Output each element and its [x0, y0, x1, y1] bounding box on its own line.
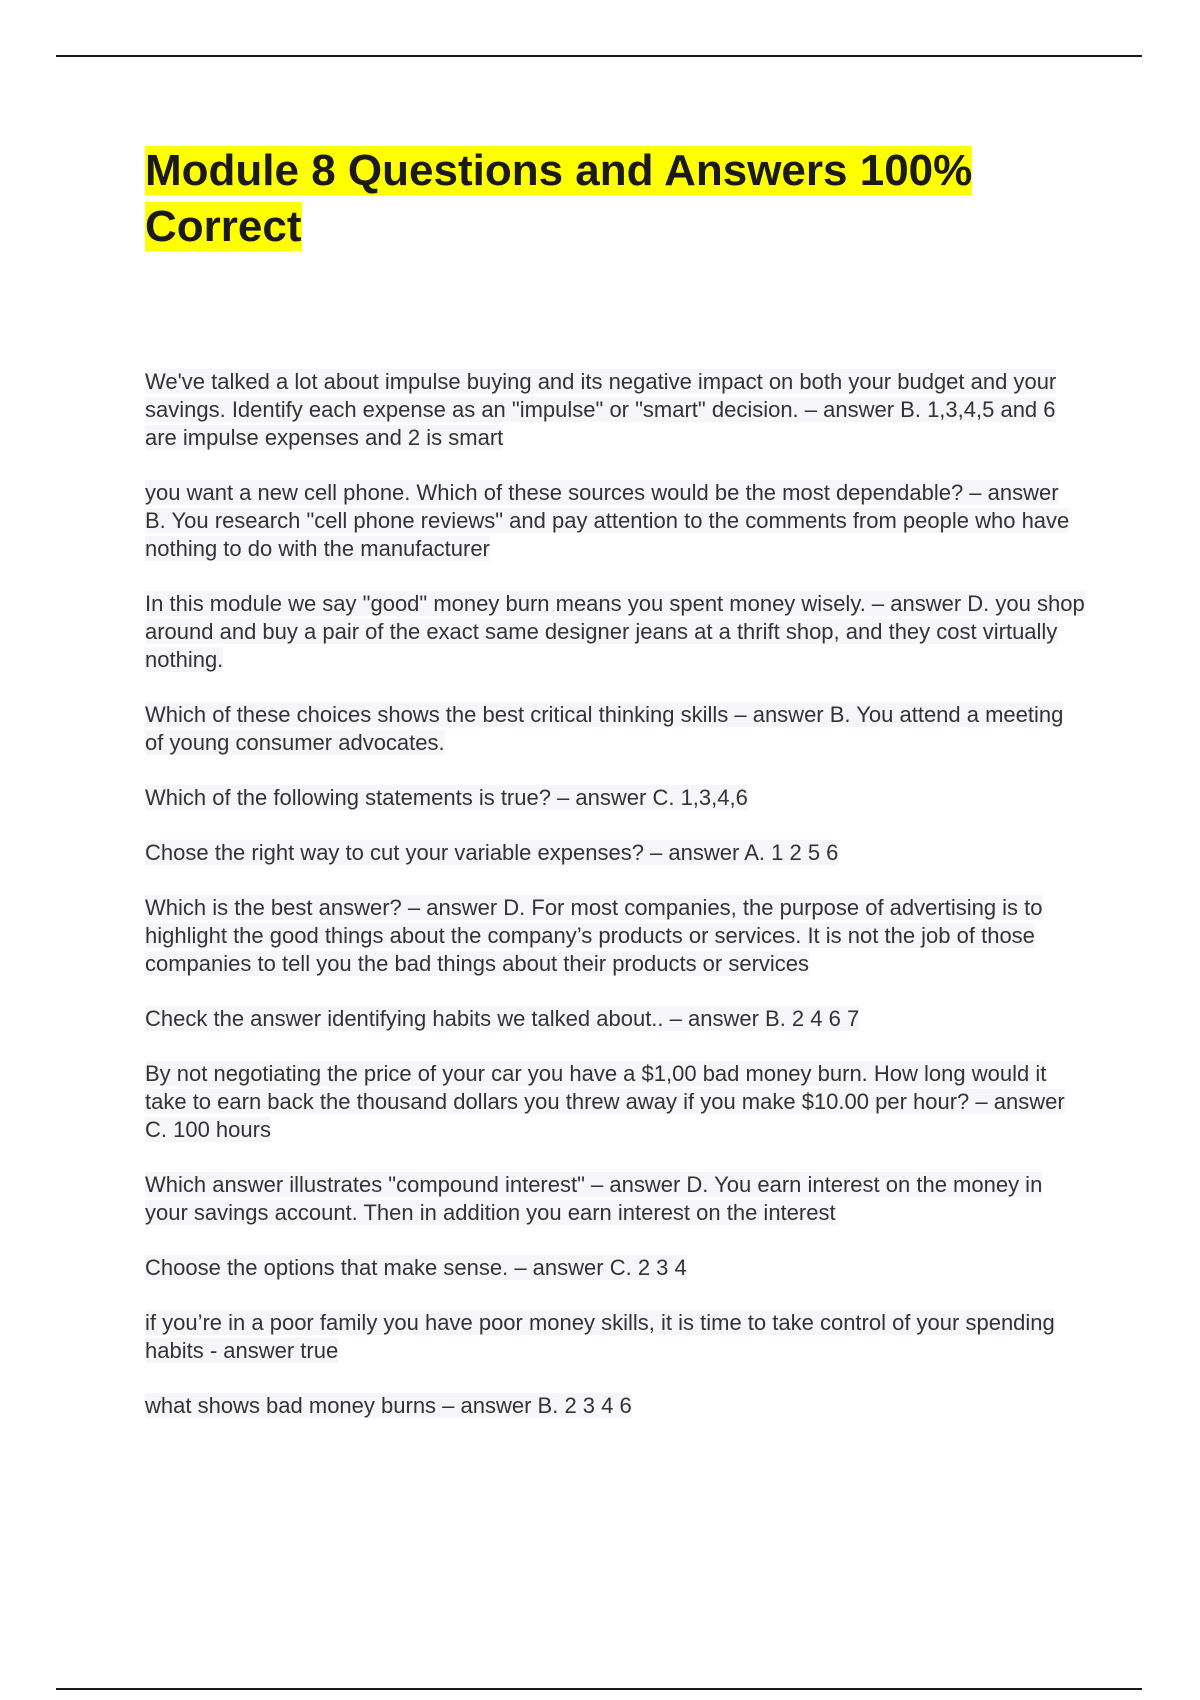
qa-item	[145, 1309, 1085, 1365]
qa-text: Chose the right way to cut your variable expenses? – answer A. 1 2 5 6	[145, 840, 839, 865]
qa-text: Which of these choices shows the best critical thinking skills – answer B. You attend a meeting of young consumer advocates.	[145, 702, 1064, 755]
qa-item	[145, 1171, 1085, 1227]
qa-text: what shows bad money burns – answer B. 2 3 4 6	[145, 1393, 632, 1418]
qa-item	[145, 479, 1085, 563]
header-rule	[56, 55, 1142, 57]
qa-item	[145, 1005, 1085, 1033]
qa-text: you want a new cell phone. Which of these sources would be the most dependable? – answer B. You research "cell phone reviews" and pay attention to the comments from people who have nothing to do with the manufacturer	[145, 480, 1070, 561]
qa-text: By not negotiating the price of your car you have a $1,00 bad money burn. How long would it take to earn back the thousand dollars you threw away if you make $10.00 per hour? – answer C. 100 hours	[145, 1061, 1065, 1142]
footer-rule	[56, 1688, 1142, 1690]
qa-text: Check the answer identifying habits we talked about.. – answer B. 2 4 6 7	[145, 1006, 860, 1031]
qa-item	[145, 894, 1085, 978]
qa-item	[145, 1060, 1085, 1144]
qa-item	[145, 784, 1085, 812]
qa-item	[145, 1254, 1085, 1282]
qa-text: We've talked a lot about impulse buying and its negative impact on both your budget and your savings. Identify each expense as an "impulse" or "smart" decision. – answer B. 1,3,4,5 and 6 are impulse expenses and 2 is smart	[145, 369, 1057, 450]
qa-text: Choose the options that make sense. – answer C. 2 3 4	[145, 1255, 687, 1280]
qa-item	[145, 701, 1085, 757]
qa-text: In this module we say "good" money burn means you spent money wisely. – answer D. you shop around and buy a pair of the exact same designer jeans at a thrift shop, and they cost virtually nothing.	[145, 591, 1085, 672]
qa-item	[145, 368, 1085, 452]
page-title	[145, 143, 1095, 255]
qa-text: Which is the best answer? – answer D. For most companies, the purpose of advertising is to highlight the good things about the company’s products or services. It is not the job of those companies to tell you the bad things about their products or services	[145, 895, 1043, 976]
qa-item	[145, 839, 1085, 867]
qa-text: if you’re in a poor family you have poor money skills, it is time to take control of your spending habits - answer true	[145, 1310, 1055, 1363]
qa-list	[145, 368, 1085, 1447]
qa-item	[145, 1392, 1085, 1420]
qa-text: Which answer illustrates "compound interest" – answer D. You earn interest on the money in your savings account. Then in addition you earn interest on the interest	[145, 1172, 1043, 1225]
qa-item	[145, 590, 1085, 674]
title-highlight: Module 8 Questions and Answers 100% Correct	[145, 146, 973, 251]
qa-text: Which of the following statements is true? – answer C. 1,3,4,6	[145, 785, 748, 810]
